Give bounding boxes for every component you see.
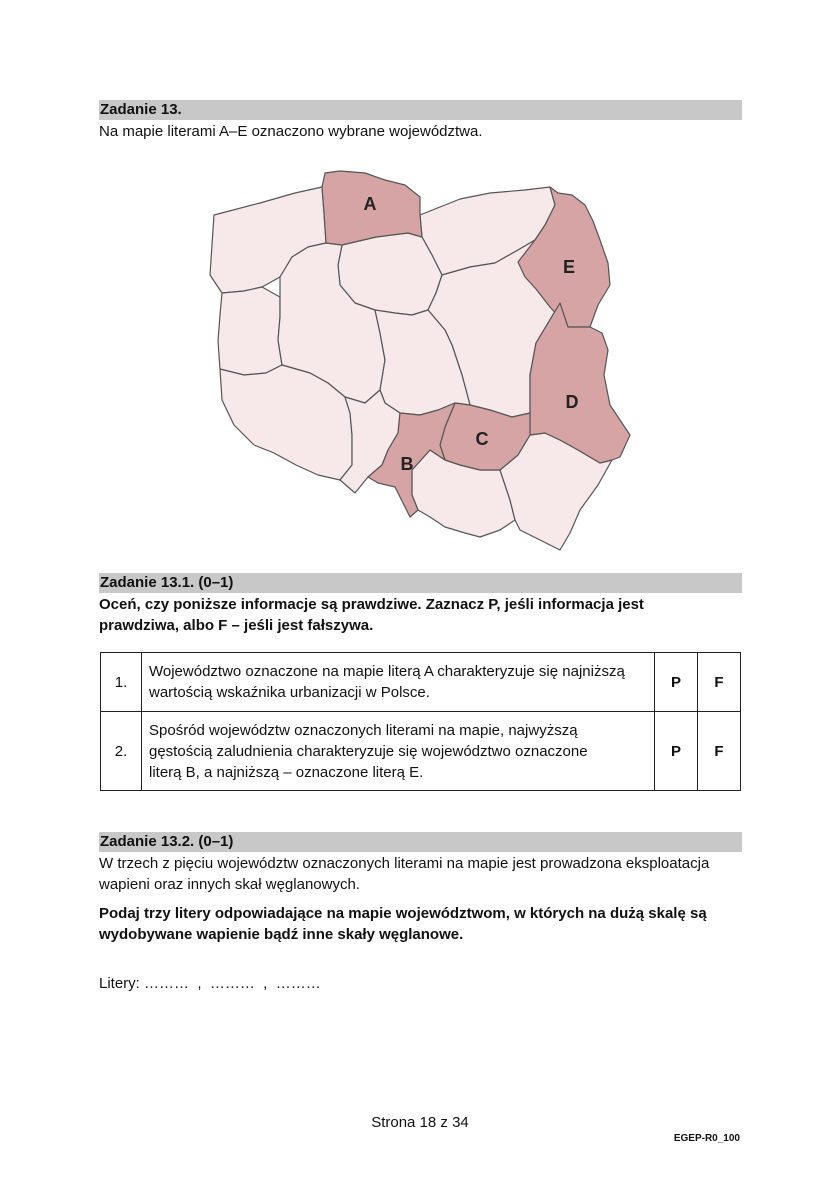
statement xyxy=(142,653,655,712)
task13-intro: Na mapie literami A–E oznaczono wybrane województwa. xyxy=(99,123,483,140)
task13-2-text-line1: W trzech z pięciu województw oznaczonych literami na mapie jest prowadzona eksploatacja xyxy=(99,855,710,872)
true-false-table xyxy=(100,652,741,791)
task13-1-instruction xyxy=(99,594,744,636)
task13-2-instruction-line2: wydobywane wapienie bądź inne skały węglanowe. xyxy=(99,926,464,943)
map-label-d: D xyxy=(565,392,579,412)
table-row xyxy=(101,653,741,712)
page-number: Strona 18 z 34 xyxy=(371,1114,469,1131)
statement-line: literą B, a najniższą – oznaczone literą E. xyxy=(149,763,424,781)
poland-voivodeships-map xyxy=(200,165,640,555)
map-label-e: E xyxy=(562,257,576,277)
table-row xyxy=(101,712,741,791)
row-number: 2. xyxy=(101,712,142,791)
task13-2-text xyxy=(99,853,744,895)
statement xyxy=(142,712,655,791)
task13-2-instruction xyxy=(99,903,744,945)
task13-2-text-line2: wapieni oraz innych skał węglanowych. xyxy=(99,876,360,893)
statement-line: Spośród województw oznaczonych literami na mapie, najwyższą xyxy=(149,721,578,739)
map-label-b: B xyxy=(400,454,414,474)
answer-f-option[interactable]: F xyxy=(698,653,741,712)
exam-code: EGEP-R0_100 xyxy=(673,1133,740,1144)
row-number: 1. xyxy=(101,653,142,712)
answer-p-option[interactable]: P xyxy=(655,653,698,712)
task13-header: Zadanie 13. xyxy=(99,100,742,120)
region-lubuskie xyxy=(218,287,282,375)
answer-p-option[interactable]: P xyxy=(655,712,698,791)
answer-f-option[interactable]: F xyxy=(698,712,741,791)
map-label-c: C xyxy=(475,429,489,449)
task13-2-header: Zadanie 13.2. (0–1) xyxy=(99,832,742,852)
statement-line: gęstością zaludnienia charakteryzuje się województwo oznaczone xyxy=(149,742,588,760)
task13-1-header: Zadanie 13.1. (0–1) xyxy=(99,573,742,593)
answer-letters-field[interactable]: Litery: ……… , ……… , ……… xyxy=(99,975,321,992)
task13-1-instruction-line2: prawdziwa, albo F – jeśli jest fałszywa. xyxy=(99,617,374,634)
statement-line: wartością wskaźnika urbanizacji w Polsce. xyxy=(149,684,430,701)
task13-1-instruction-line1: Oceń, czy poniższe informacje są prawdziwe. Zaznacz P, jeśli informacja jest xyxy=(99,596,644,613)
task13-2-instruction-line1: Podaj trzy litery odpowiadające na mapie województwom, w których na dużą skalę są xyxy=(99,905,707,922)
statement-line: Województwo oznaczone na mapie literą A charakteryzuje się najniższą xyxy=(149,663,625,680)
map-label-a: A xyxy=(363,194,377,214)
